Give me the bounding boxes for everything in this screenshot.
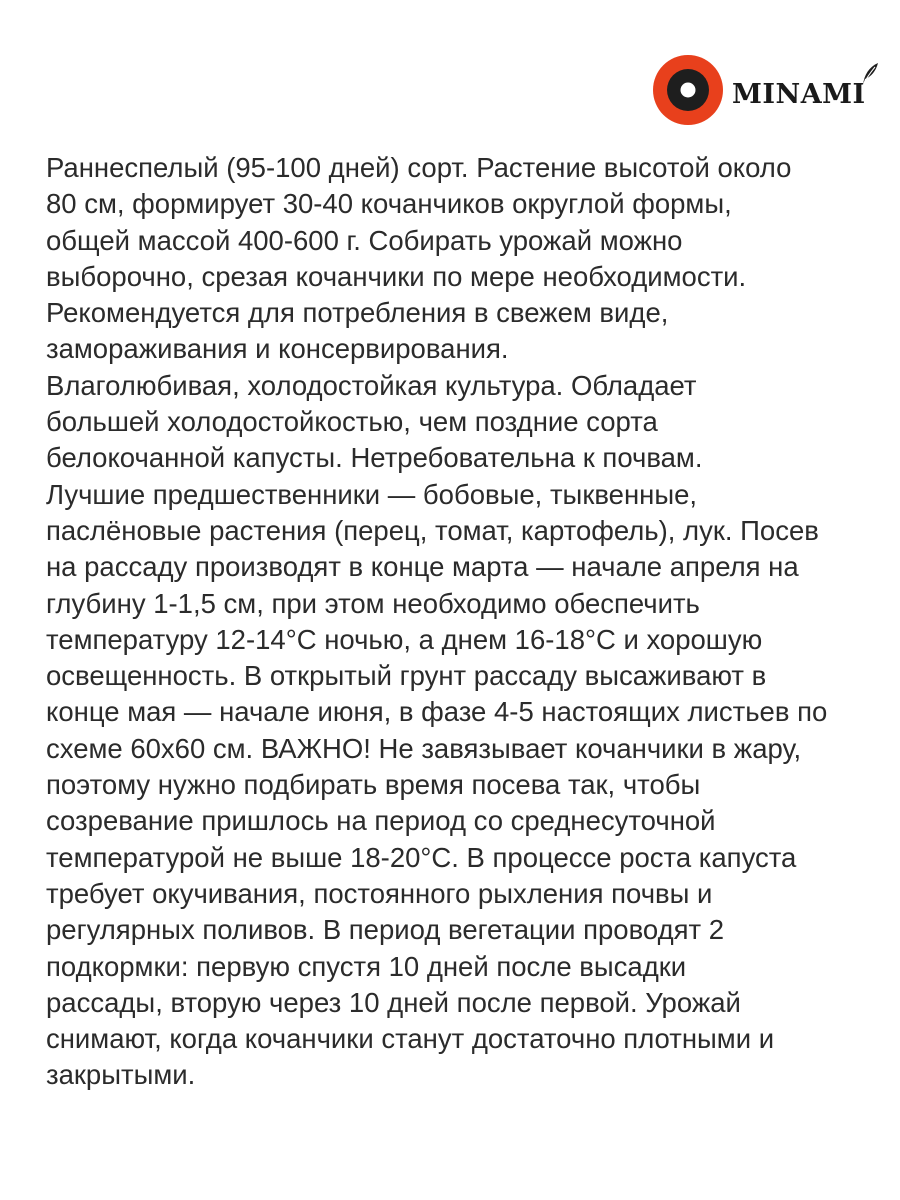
description-line: Раннеспелый (95-100 дней) сорт. Растение высотой около: [46, 152, 792, 183]
description-line: паслёновые растения (перец, томат, картофель), лук. Посев: [46, 514, 819, 546]
description-line: 80 см, формирует 30-40 кочанчиков округлой формы,: [46, 188, 732, 220]
description-line: большей холодостойкостью, чем поздние сорта: [46, 406, 658, 438]
description-line: Лучшие предшественники — бобовые, тыквенные,: [46, 478, 698, 510]
description-line: схеме 60х60 см. ВАЖНО! Не завязывает кочанчики в жару,: [46, 732, 802, 764]
description-line: снимают, когда кочанчики станут достаточно плотными и: [46, 1023, 775, 1055]
description-line: конце мая — начале июня, в фазе 4-5 настоящих листьев по: [46, 696, 828, 728]
description-line: поэтому нужно подбирать время посева так, чтобы: [46, 769, 701, 801]
description-line: температуру 12-14°С ночью, а днем 16-18°С и хорошую: [46, 623, 763, 655]
description-line: регулярных поливов. В период вегетации проводят 2: [46, 914, 725, 946]
description-line: на рассаду производят в конце марта — начале апреля на: [46, 551, 799, 583]
description-line: Рекомендуется для потребления в свежем виде,: [46, 297, 669, 329]
description-line: требует окучивания, постоянного рыхления почвы и: [46, 877, 713, 909]
description-line: замораживания и консервирования.: [46, 333, 509, 365]
description-line: температурой не выше 18-20°С. В процессе роста капуста: [46, 841, 797, 873]
brand-name: MINAMI: [732, 78, 866, 110]
description-line: созревание пришлось на период со среднесуточной: [46, 805, 716, 837]
brand-name-wrap: [732, 73, 866, 108]
description-line: рассады, вторую через 10 дней после первой. Урожай: [46, 986, 741, 1018]
description-line: Влаголюбивая, холодостойкая культура. Обладает: [46, 369, 697, 401]
description-line: белокочанной капусты. Нетребовательна к почвам.: [46, 442, 703, 474]
product-description: [46, 150, 876, 1094]
description-line: общей массой 400-600 г. Собирать урожай можно: [46, 224, 683, 256]
target-circle-icon: [652, 54, 724, 126]
description-line: освещенность. В открытый грунт рассаду высаживают в: [46, 660, 767, 692]
leaf-icon: [860, 61, 880, 87]
description-line: глубину 1-1,5 см, при этом необходимо обеспечить: [46, 587, 700, 619]
description-line: подкормки: первую спустя 10 дней после высадки: [46, 950, 687, 982]
description-line: закрытыми.: [46, 1059, 196, 1091]
brand-logo: [652, 54, 866, 126]
description-line: выборочно, срезая кочанчики по мере необходимости.: [46, 260, 747, 292]
